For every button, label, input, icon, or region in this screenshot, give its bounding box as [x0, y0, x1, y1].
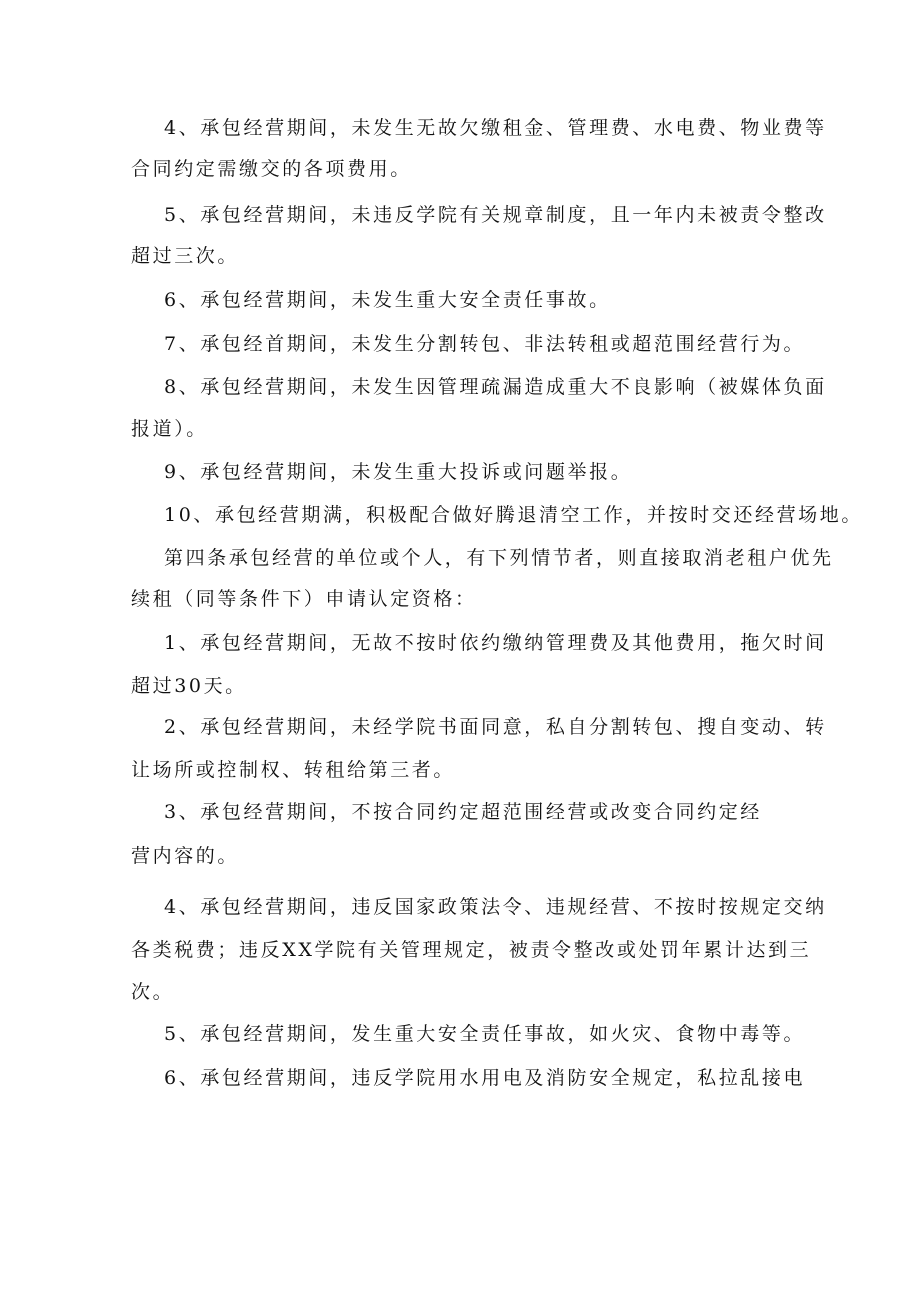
- text-line-1: 4、承包经营期间，未发生无故欠缴租金、管理费、水电费、物业费等: [164, 117, 827, 139]
- text-line-14: 超过30天。: [131, 675, 247, 697]
- text-line-9: 9、承包经营期间，未发生重大投诉或问题举报。: [164, 461, 633, 483]
- text-line-13: 1、承包经营期间，无故不按时依约缴纳管理费及其他费用，拖欠时间: [164, 632, 827, 654]
- text-line-18: 营内容的。: [131, 845, 240, 867]
- text-line-5: 6、承包经营期间，未发生重大安全责任事故。: [164, 289, 611, 311]
- text-line-8: 报道）。: [131, 418, 208, 440]
- text-line-21: 次。: [131, 981, 175, 1003]
- text-line-10: 10、承包经营期满，积极配合做好腾退清空工作，并按时交还经营场地。: [164, 504, 863, 526]
- text-line-17: 3、承包经营期间，不按合同约定超范围经营或改变合同约定经: [164, 801, 762, 823]
- text-line-7: 8、承包经营期间，未发生因管理疏漏造成重大不良影响（被媒体负面: [164, 376, 827, 398]
- text-line-12: 续租（同等条件下）申请认定资格：: [131, 588, 477, 610]
- text-line-4: 超过三次。: [131, 245, 240, 267]
- text-line-20: 各类税费；违反XX学院有关管理规定，被责令整改或处罚年累计达到三: [131, 939, 812, 961]
- text-line-15: 2、承包经营期间，未经学院书面同意，私自分割转包、搜自变动、转: [164, 716, 827, 738]
- text-line-3: 5、承包经营期间，未违反学院有关规章制度，且一年内未被责令整改: [164, 204, 827, 226]
- text-line-6: 7、承包经首期间，未发生分割转包、非法转租或超范围经营行为。: [164, 333, 806, 355]
- text-line-23: 6、承包经营期间，违反学院用水用电及消防安全规定，私拉乱接电: [164, 1067, 806, 1089]
- text-line-11: 第四条承包经营的单位或个人，有下列情节者，则直接取消老租户优先: [164, 547, 834, 569]
- text-line-16: 让场所或控制权、转租给第三者。: [131, 759, 456, 781]
- text-line-19: 4、承包经营期间，违反国家政策法令、违规经营、不按时按规定交纳: [164, 896, 827, 918]
- text-line-22: 5、承包经营期间，发生重大安全责任事故，如火灾、食物中毒等。: [164, 1023, 806, 1045]
- text-line-2: 合同约定需缴交的各项费用。: [131, 158, 412, 180]
